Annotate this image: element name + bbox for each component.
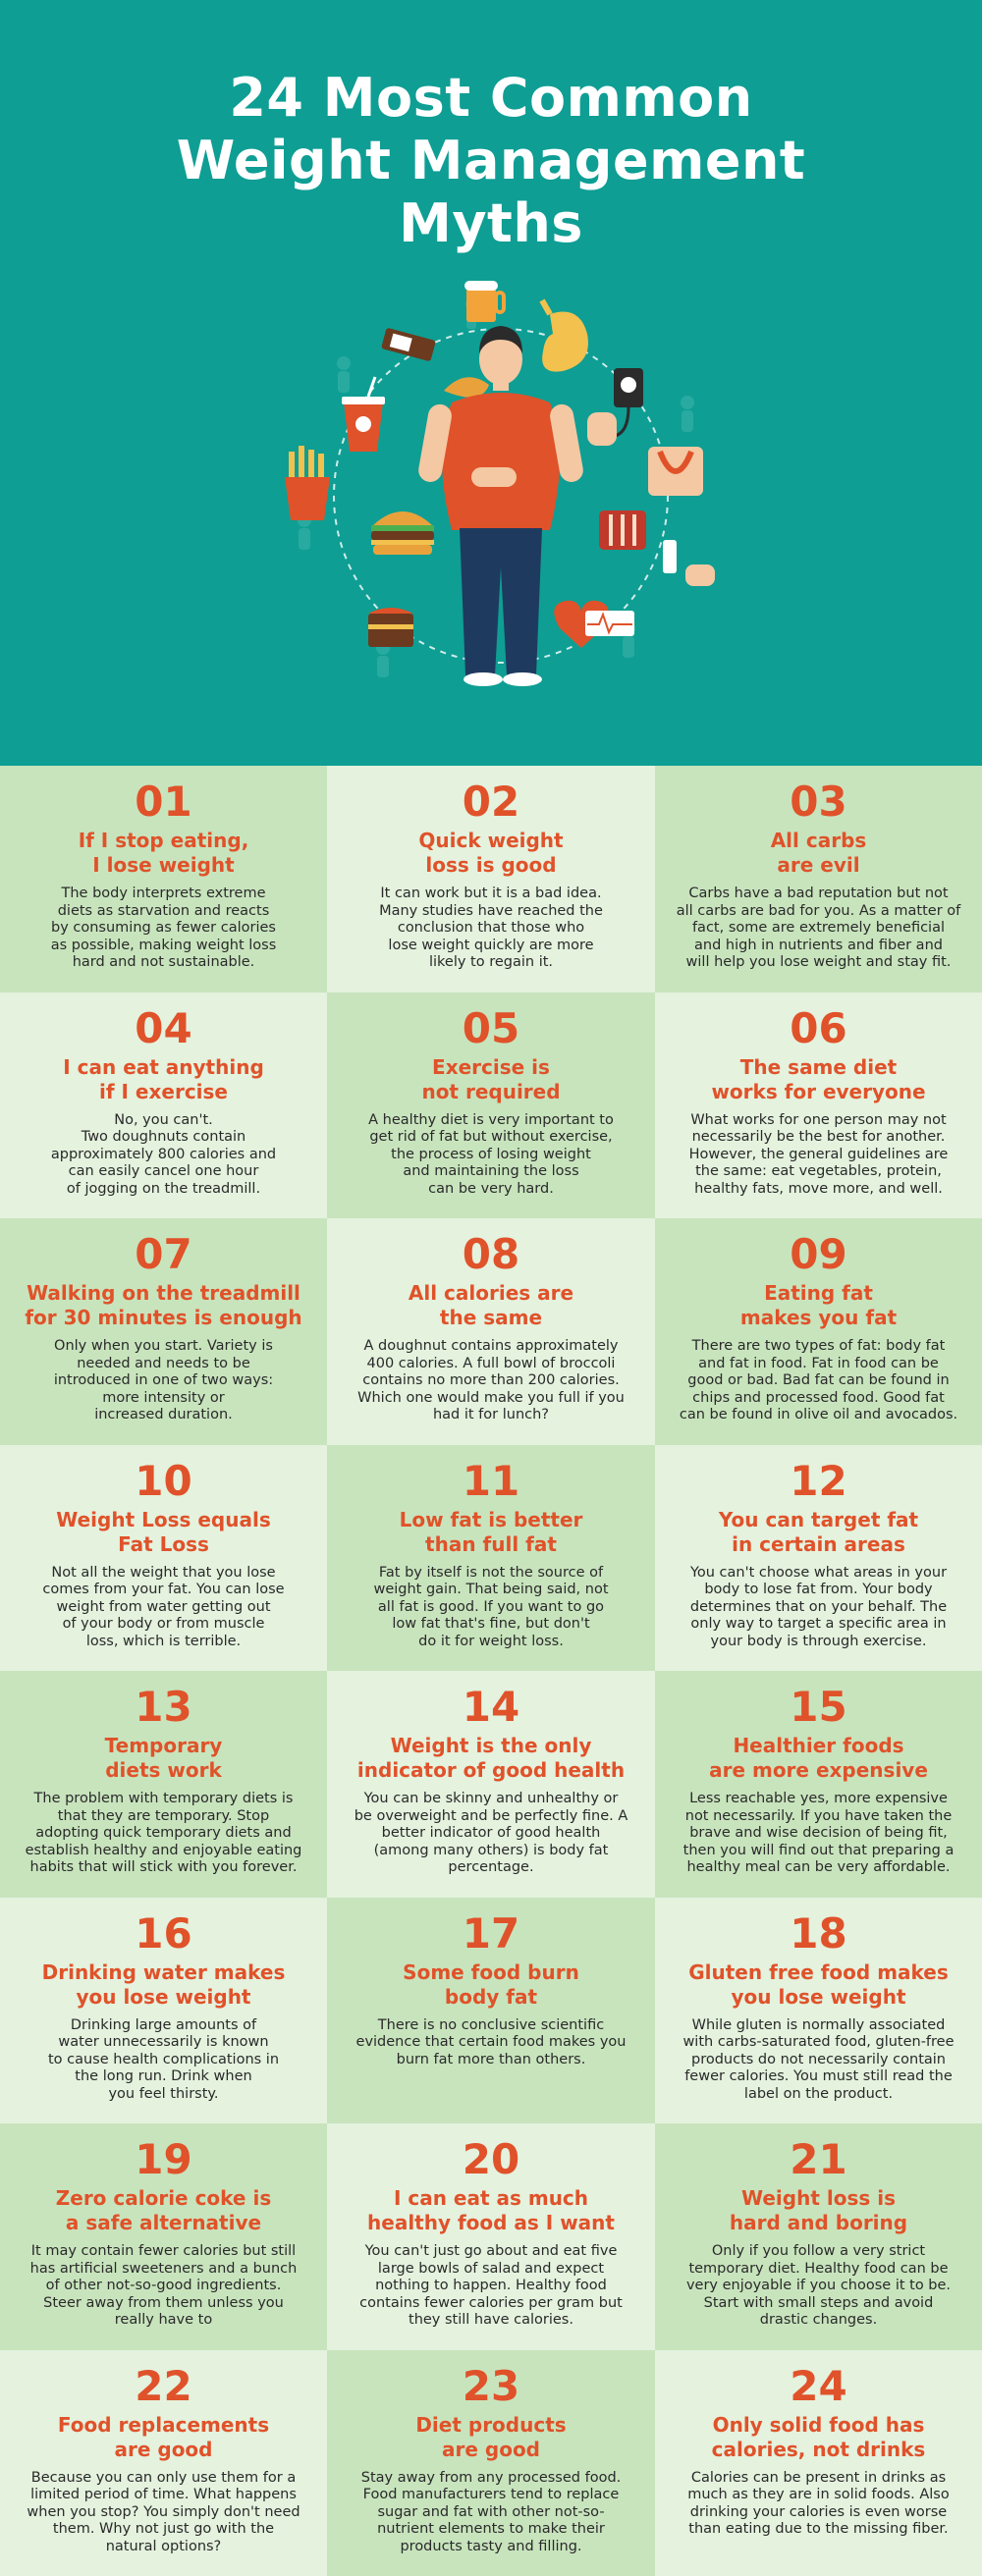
myth-number: 06 <box>790 1003 847 1052</box>
heart-ecg-icon <box>554 601 634 648</box>
myth-card-12 <box>655 1445 982 1672</box>
myth-heading: Walking on the treadmill for 30 minutes is enough <box>25 1281 302 1329</box>
myth-card-17 <box>327 1898 655 2124</box>
myth-heading: Gluten free food makes you lose weight <box>688 1959 949 2009</box>
myth-body: Because you can only use them for a limited period of time. What happens when you stop? You simply don't need them. Why not just go with the natural options? <box>27 2469 300 2554</box>
myth-body: The problem with temporary diets is that they are temporary. Stop adopting quick temporary diets and establish healthy and enjoyable eating habits that will stick with you forever. <box>25 1791 302 1875</box>
myth-card-03 <box>655 766 982 993</box>
myth-heading: All calories are the same <box>408 1281 574 1329</box>
myth-card-22 <box>0 2350 327 2576</box>
myth-number: 15 <box>790 1683 847 1731</box>
myth-heading: Eating fat makes you fat <box>739 1281 898 1329</box>
myth-number: 14 <box>462 1683 520 1731</box>
myth-number: 21 <box>790 2135 847 2183</box>
myth-number: 22 <box>135 2361 192 2410</box>
myth-number: 17 <box>462 1908 520 1958</box>
myth-number: 12 <box>790 1456 847 1505</box>
myth-heading: Exercise is not required <box>421 1054 561 1103</box>
myth-body: Fat by itself is not the source of weight gain. That being said, not all fat is good. If you want to go low fat that's fine, but don't do it for weight loss. <box>373 1564 609 1649</box>
myth-body: Stay away from any processed food. Food manufacturers tend to replace sugar and fat with other not-so- nutrient elements to make their products tasty and filling. <box>360 2469 622 2554</box>
myth-body: It may contain fewer calories but still has artificial sweeteners and a bunch of other not-so-good ingredients. Steer away from them unless you really have to <box>29 2243 298 2328</box>
myth-heading: Weight loss is hard and boring <box>729 2186 908 2234</box>
myth-heading: Weight is the only indicator of good health <box>356 1734 626 1782</box>
myth-number: 24 <box>790 2361 847 2410</box>
stomach-icon <box>542 300 588 372</box>
myth-card-13 <box>0 1671 327 1898</box>
myth-body: The body interprets extreme diets as starvation and reacts by consuming as fewer calories as possible, making weight loss hard and not sustainable. <box>50 886 277 970</box>
myth-number: 13 <box>135 1683 192 1731</box>
myth-number: 01 <box>135 778 192 826</box>
title-line-2: Weight Management <box>176 130 806 191</box>
myth-heading: Some food burn body fat <box>403 1959 579 2009</box>
myth-heading: Food replacements are good <box>57 2412 270 2461</box>
title-line-3: Myths <box>399 192 583 254</box>
myth-body: You can't choose what areas in your body to lose fat from. Your body determines that on your behalf. The only way to target a specific area in your body is through exercise. <box>689 1564 948 1649</box>
myth-body: A doughnut contains approximately 400 calories. A full bowl of broccoli contains no more than 200 calories. Which one would make you full if you had it for lunch? <box>357 1338 625 1422</box>
burger-icon <box>371 511 434 555</box>
myth-heading: Weight Loss equals Fat Loss <box>56 1507 271 1556</box>
myth-heading: Temporary diets work <box>104 1734 223 1782</box>
page-title <box>0 67 982 255</box>
myth-card-08 <box>327 1218 655 1445</box>
myth-body: Only when you start. Variety is needed and needs to be introduced in one of two ways: more intensity or increased duration. <box>53 1338 274 1422</box>
hips-icon <box>648 447 703 496</box>
myth-card-06 <box>655 993 982 1219</box>
myth-body: Carbs have a bad reputation but not all carbs are bad for you. As a matter of fact, some are extremely beneficial and high in nutrients and fiber and will help you lose weight and stay fit. <box>676 886 961 970</box>
myth-card-19 <box>0 2123 327 2350</box>
myth-heading: Healthier foods are more expensive <box>709 1734 928 1782</box>
myth-number: 23 <box>462 2361 520 2410</box>
title-line-1: 24 Most Common <box>229 67 753 129</box>
myth-number: 09 <box>790 1230 847 1278</box>
myth-body: It can work but it is a bad idea. Many studies have reached the conclusion that those who lose weight quickly are more likely to regain it. <box>379 886 603 970</box>
myth-heading: All carbs are evil <box>770 829 867 877</box>
myth-body: Less reachable yes, more expensive not necessarily. If you have taken the brave and wise decision of being fit, then you will find out that preparing a healthy meal can be very affordable. <box>682 1791 955 1875</box>
cake-icon <box>368 608 413 647</box>
weight-illustration <box>275 275 727 707</box>
myth-card-23 <box>327 2350 655 2576</box>
myth-card-15 <box>655 1671 982 1898</box>
myth-number: 20 <box>462 2135 520 2183</box>
myth-card-05 <box>327 993 655 1219</box>
myth-card-11 <box>327 1445 655 1672</box>
myth-number: 07 <box>135 1230 192 1278</box>
myths-grid <box>0 766 982 2576</box>
myth-card-21 <box>655 2123 982 2350</box>
myth-heading: Zero calorie coke is a safe alternative <box>55 2186 272 2234</box>
myth-body: Not all the weight that you lose comes from your fat. You can lose weight from water getting out of your body or from muscle loss, which is terrible. <box>42 1564 285 1649</box>
myth-body: A healthy diet is very important to get rid of fat but without exercise, the process of losing weight and maintaining the loss can be very hard. <box>368 1111 614 1197</box>
man-holding-belly <box>416 326 584 686</box>
myth-number: 03 <box>790 778 847 826</box>
myth-number: 16 <box>135 1908 192 1958</box>
myth-heading: I can eat as much healthy food as I want <box>367 2186 615 2234</box>
myth-heading: Diet products are good <box>415 2412 567 2461</box>
myth-number: 10 <box>135 1456 192 1505</box>
fries-icon <box>285 446 330 520</box>
myth-card-20 <box>327 2123 655 2350</box>
myth-body: There are two types of fat: body fat and fat in food. Fat in food can be good or bad. Bad fat can be found in chips and processed food. Good fat can be found in olive oil and avocados. <box>679 1338 958 1422</box>
myth-card-02 <box>327 766 655 993</box>
myth-body: Drinking large amounts of water unnecessarily is known to cause health complications in the long run. Drink when you feel thirsty. <box>47 2016 280 2102</box>
myth-number: 04 <box>135 1003 192 1052</box>
myth-body: What works for one person may not necessarily be the best for another. However, the general guidelines are the same: eat vegetables, protein, healthy fats, move more, and well. <box>688 1111 949 1197</box>
myth-number: 19 <box>135 2135 192 2183</box>
myth-card-16 <box>0 1898 327 2124</box>
myth-card-14 <box>327 1671 655 1898</box>
myth-number: 08 <box>462 1230 520 1278</box>
myth-card-01 <box>0 766 327 993</box>
myth-body: There is no conclusive scientific evidence that certain food makes you burn fat more than others. <box>355 2016 627 2067</box>
myth-heading: Quick weight loss is good <box>418 829 564 877</box>
myth-card-09 <box>655 1218 982 1445</box>
myth-heading: I can eat anything if I exercise <box>63 1054 264 1103</box>
myth-card-24 <box>655 2350 982 2576</box>
myth-body: Only if you follow a very strict temporary diet. Healthy food can be very enjoyable if you choose it to be. Start with small steps and avoid drastic changes. <box>685 2243 952 2328</box>
myth-card-18 <box>655 1898 982 2124</box>
myth-body: You can't just go about and eat five large bowls of salad and expect nothing to happen. Healthy food contains fewer calories per gram but they still have calories. <box>359 2243 623 2328</box>
myth-body: No, you can't. Two doughnuts contain approximately 800 calories and can easily cancel one hour of jogging on the treadmill. <box>50 1111 277 1197</box>
myth-heading: Low fat is better than full fat <box>399 1507 583 1556</box>
myth-card-07 <box>0 1218 327 1445</box>
myth-heading: Drinking water makes you lose weight <box>41 1959 286 2009</box>
beer-icon <box>464 281 504 322</box>
myth-card-10 <box>0 1445 327 1672</box>
header-banner <box>0 0 982 766</box>
myth-heading: You can target fat in certain areas <box>718 1507 919 1556</box>
myth-body: Calories can be present in drinks as much as they are in solid foods. Also drinking your calories is even worse than eating due to the missing fiber. <box>687 2469 950 2537</box>
syringe-icon <box>663 540 715 586</box>
myth-heading: If I stop eating, I lose weight <box>78 829 249 877</box>
myth-number: 18 <box>790 1908 847 1958</box>
myth-card-04 <box>0 993 327 1219</box>
myth-number: 11 <box>462 1456 520 1505</box>
myth-heading: Only solid food has calories, not drinks <box>711 2412 926 2461</box>
blood-pressure-icon <box>587 368 643 446</box>
myth-number: 02 <box>462 778 520 826</box>
myth-heading: The same diet works for everyone <box>711 1054 926 1103</box>
myth-body: While gluten is normally associated with carbs-saturated food, gluten-free products do not necessarily contain fewer calories. You must still read the label on the product. <box>682 2016 955 2102</box>
myth-body: You can be skinny and unhealthy or be overweight and be perfectly fine. A better indicator of good health (among many others) is body fat percentage. <box>354 1791 628 1875</box>
ribs-icon <box>599 510 646 550</box>
myth-number: 05 <box>462 1003 520 1052</box>
